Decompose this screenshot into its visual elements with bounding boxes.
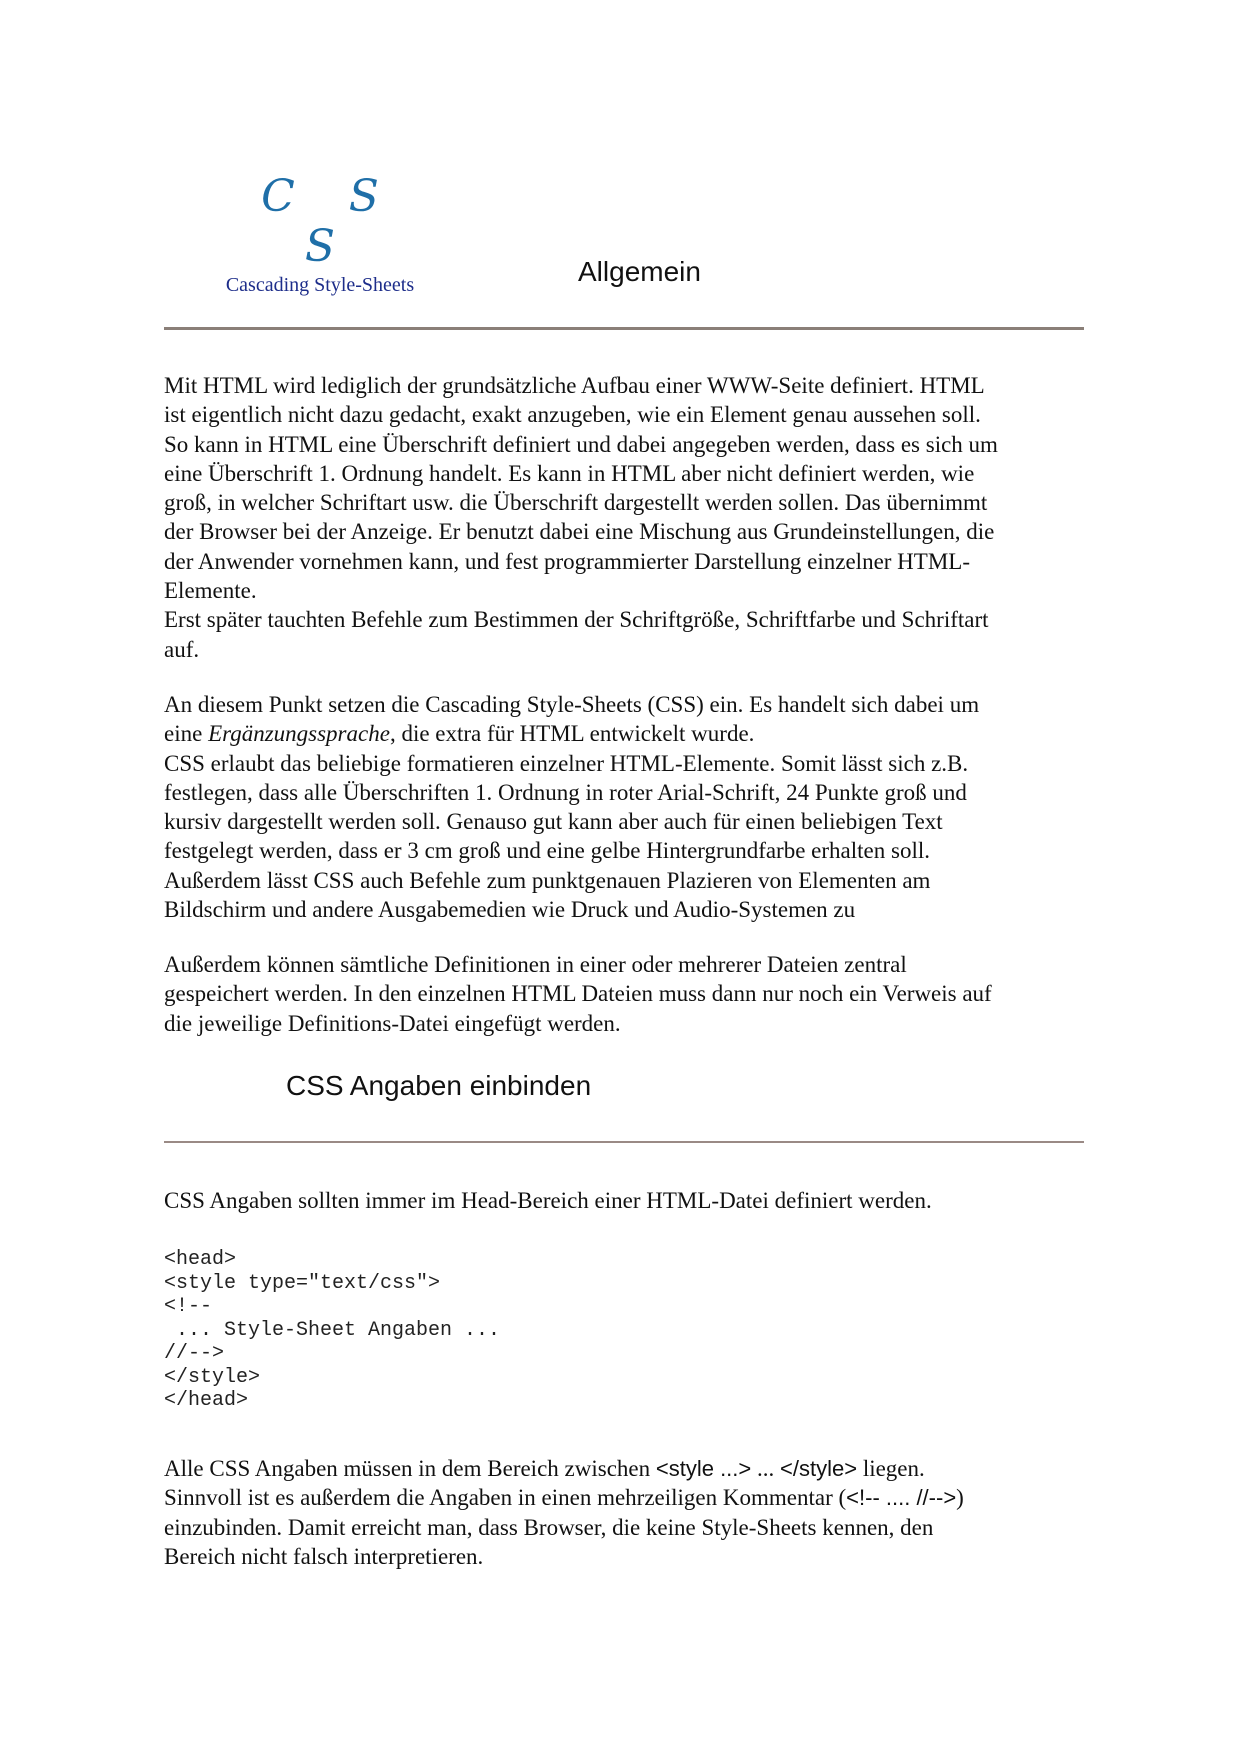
text-line: Bereich nicht falsch interpretieren.	[164, 1543, 484, 1569]
text-line: Elemente.	[164, 578, 257, 604]
text-line: ist eigentlich nicht dazu gedacht, exakt anzugeben, wie ein Element genau aussehen soll.	[164, 402, 981, 428]
code-line: //-->	[164, 1342, 225, 1365]
text-line: Bildschirm und andere Ausgabemedien wie Druck und Audio-Systemen zu	[164, 897, 856, 923]
text-line: einzubinden. Damit erreicht man, dass Browser, die keine Style-Sheets kennen, den	[164, 1514, 934, 1540]
text-line: CSS Angaben sollten immer im Head-Bereich einer HTML-Datei definiert werden.	[164, 1188, 932, 1213]
text-line: An diesem Punkt setzen die Cascading Style-Sheets (CSS) ein. Es handelt sich dabei um	[164, 692, 980, 717]
text-line: CSS erlaubt das beliebige formatieren einzelner HTML-Elemente. Somit lässt sich z.B.	[164, 750, 969, 776]
text-line: festlegen, dass alle Überschriften 1. Ordnung in roter Arial-Schrift, 24 Punkte groß und	[164, 779, 967, 805]
paragraph-head-area	[164, 1186, 1084, 1215]
paragraph-style-block	[164, 1454, 1084, 1571]
text-fragment: ...	[751, 1456, 781, 1481]
code-line: ... Style-Sheet Angaben ...	[164, 1318, 501, 1342]
code-example	[164, 1248, 500, 1413]
css-logo	[200, 172, 440, 297]
text-fragment: Alle CSS Angaben müssen in dem Bereich zwischen	[164, 1456, 656, 1481]
section-heading-css-angaben: CSS Angaben einbinden	[286, 1070, 592, 1101]
horizontal-rule	[164, 327, 1084, 330]
text-line: die jeweilige Definitions-Datei eingefügt werden.	[164, 1010, 621, 1036]
code-line: <style type="text/css">	[164, 1271, 441, 1295]
code-line: </head>	[164, 1389, 249, 1412]
text-line: Mit HTML wird lediglich der grundsätzliche Aufbau einer WWW-Seite definiert. HTML	[164, 373, 985, 398]
text-fragment: )	[956, 1485, 964, 1511]
text-line: groß, in welcher Schriftart usw. die Überschrift dargestellt werden sollen. Das übernimmt	[164, 490, 988, 516]
text-line: auf.	[164, 636, 200, 662]
inline-code: <!-- .... //-->	[846, 1485, 957, 1511]
text-line	[164, 1483, 1084, 1512]
text-line: Außerdem lässt CSS auch Befehle zum punktgenauen Plazieren von Elementen am	[164, 867, 931, 893]
text-fragment: Sinnvoll ist es außerdem die Angaben in einen mehrzeiligen Kommentar (	[164, 1485, 847, 1511]
text-line	[164, 719, 1084, 748]
section-heading-allgemein: Allgemein	[578, 256, 701, 287]
code-line: <!--	[164, 1295, 213, 1318]
text-fragment: liegen.	[857, 1456, 925, 1481]
text-fragment: , die extra für HTML entwickelt wurde.	[389, 721, 755, 747]
text-line: Außerdem können sämtliche Definitionen in einer oder mehrerer Dateien zentral	[164, 952, 907, 977]
text-line: festgelegt werden, dass er 3 cm groß und eine gelbe Hintergrundfarbe erhalten soll.	[164, 838, 930, 864]
paragraph-css-intro	[164, 690, 1084, 924]
code-line: </style>	[164, 1365, 261, 1389]
code-line: <head>	[164, 1248, 237, 1271]
text-line: der Browser bei der Anzeige. Er benutzt dabei eine Mischung aus Grundeinstellungen, die	[164, 519, 995, 545]
horizontal-rule	[164, 1141, 1084, 1143]
text-fragment: eine	[164, 721, 209, 747]
paragraph-central-definitions	[164, 950, 1084, 1038]
emphasized-term: Ergänzungssprache	[208, 721, 390, 747]
text-line: der Anwender vornehmen kann, und fest programmierter Darstellung einzelner HTML-	[164, 548, 970, 574]
inline-code: </style>	[780, 1456, 858, 1481]
text-line: Erst später tauchten Befehle zum Bestimmen der Schriftgröße, Schriftfarbe und Schriftart	[164, 607, 989, 633]
text-line: kursiv dargestellt werden soll. Genauso gut kann aber auch für einen beliebigen Text	[164, 809, 943, 835]
text-line	[164, 1454, 1084, 1483]
paragraph-intro	[164, 371, 1084, 664]
logo-letters: C S S	[261, 171, 399, 272]
text-line: eine Überschrift 1. Ordnung handelt. Es kann in HTML aber nicht definiert werden, wie	[164, 460, 975, 486]
text-line: So kann in HTML eine Überschrift definiert und dabei angegeben werden, dass es sich um	[164, 431, 998, 457]
text-line: gespeichert werden. In den einzelnen HTML Dateien muss dann nur noch ein Verweis auf	[164, 981, 992, 1007]
inline-code: <style ...>	[655, 1456, 752, 1481]
logo-subtitle: Cascading Style-Sheets	[225, 274, 415, 296]
